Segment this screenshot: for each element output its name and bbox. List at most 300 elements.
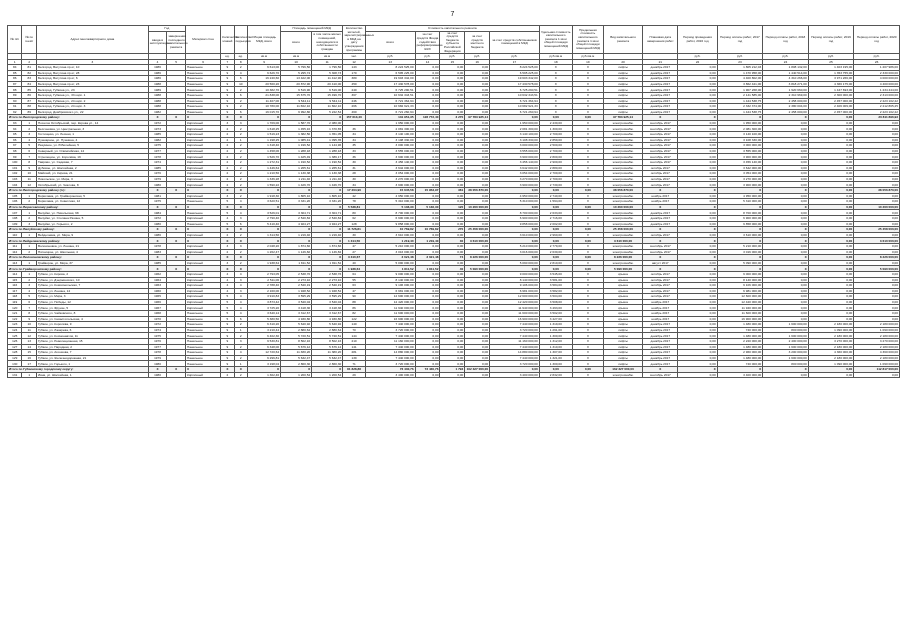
table-cell: 3 000 000,00 bbox=[365, 143, 415, 149]
table-cell: Кирпичный bbox=[185, 260, 220, 266]
table-cell: 1 312,00 bbox=[539, 339, 572, 345]
table-cell: 0,00 bbox=[808, 160, 854, 166]
subtotal-cell: X bbox=[248, 115, 281, 121]
table-cell: Панельное bbox=[185, 316, 220, 322]
table-cell: 5 295,74 bbox=[281, 70, 312, 76]
table-cell: 82 bbox=[343, 311, 366, 317]
table-cell: 6 721 260,94 bbox=[365, 109, 415, 115]
table-cell: 127 bbox=[8, 344, 22, 350]
subtotal-cell: X bbox=[763, 204, 809, 210]
table-cell: 16 240,60 bbox=[248, 76, 281, 82]
table-cell: X bbox=[539, 76, 572, 82]
table-cell: 1 211,40 bbox=[281, 176, 312, 182]
table-cell: X bbox=[539, 109, 572, 115]
subtotal-cell: 0,00 bbox=[808, 188, 854, 194]
table-cell: X bbox=[572, 221, 603, 227]
table-cell: 5 380,50 bbox=[248, 316, 281, 322]
table-cell: электроснабж. bbox=[603, 260, 642, 266]
table-cell: 3 873,42 bbox=[248, 299, 281, 305]
table-cell: 3 bbox=[221, 260, 234, 266]
table-cell: 2 310 969,00 bbox=[763, 92, 809, 98]
column-number: 4 bbox=[148, 59, 167, 64]
table-cell: 0,00 bbox=[678, 76, 717, 82]
table-cell: 1 382,50 bbox=[281, 132, 312, 138]
table-cell: 7 440 000,00 bbox=[490, 344, 540, 350]
table-cell: 0,00 bbox=[465, 132, 490, 138]
table-cell: 0,00 bbox=[465, 344, 490, 350]
column-number: 1 bbox=[8, 59, 22, 64]
table-cell: электроснабж. bbox=[603, 215, 642, 221]
table-cell: 5 210 000,00 bbox=[717, 243, 763, 249]
table-cell: 2 880,00 bbox=[539, 165, 572, 171]
table-cell: 9 bbox=[221, 92, 234, 98]
table-cell: 4 bbox=[234, 299, 247, 305]
address-cell: Губкин, ул. Революционная, 15 bbox=[36, 339, 148, 345]
table-cell: 0,00 bbox=[763, 294, 809, 300]
table-cell: 7 440 000,00 bbox=[365, 322, 415, 328]
table-cell: октябрь 2017 bbox=[643, 288, 678, 294]
table-cell: 1 234 444,00 bbox=[854, 87, 900, 93]
table-cell: 3 bbox=[22, 132, 36, 138]
header-cell-entrances: Количество подъездов bbox=[234, 26, 247, 54]
subtotal-cell: 0,00 bbox=[808, 266, 854, 272]
table-cell: 1 808 132,00 bbox=[763, 64, 809, 70]
table-cell: 3 582,00 bbox=[539, 288, 572, 294]
table-cell: 5 090 000,00 bbox=[365, 260, 415, 266]
table-cell: 2 700,00 bbox=[539, 132, 572, 138]
table-cell: X bbox=[572, 271, 603, 277]
table-cell: 0,00 bbox=[415, 143, 440, 149]
subtotal-cell: 0,00 bbox=[808, 367, 854, 373]
table-cell: 450 bbox=[343, 81, 366, 87]
table-cell: 1 426,70 bbox=[281, 182, 312, 188]
column-number: 18 bbox=[539, 59, 572, 64]
table-cell: 0,00 bbox=[808, 165, 854, 171]
table-cell: 800 000,00 bbox=[763, 327, 809, 333]
table-cell: 0,00 bbox=[763, 215, 809, 221]
table-cell: 101 bbox=[8, 165, 22, 171]
table-cell: X bbox=[572, 333, 603, 339]
subtotal-cell: 15 953,97 bbox=[415, 188, 440, 194]
table-cell: 3 016 000,00 bbox=[365, 249, 415, 255]
address-cell: Белгород, Губкина ул., 23 bbox=[36, 87, 148, 93]
address-cell: Губкин, ул. Лазарева, 6 bbox=[36, 327, 148, 333]
table-cell: 1 590,22 bbox=[248, 182, 281, 188]
table-cell: X bbox=[572, 260, 603, 266]
table-cell: 0,00 bbox=[678, 350, 717, 356]
table-cell: 0,00 bbox=[763, 193, 809, 199]
table-cell: электроснабж. bbox=[603, 126, 642, 132]
subtotal-cell: 10 769,82 bbox=[365, 227, 415, 233]
table-cell: 1 300,00 bbox=[539, 333, 572, 339]
table-cell: ноябрь 2017 bbox=[643, 193, 678, 199]
table-cell: 0,00 bbox=[808, 132, 854, 138]
subtotal-cell: 0,00 bbox=[572, 115, 603, 121]
subtotal-cell: X bbox=[643, 266, 678, 272]
subtotal-cell: 3 021,48 bbox=[365, 255, 415, 261]
table-cell: Панельное bbox=[185, 355, 220, 361]
table-cell: 27 bbox=[343, 249, 366, 255]
table-cell: 1 085,41 bbox=[281, 137, 312, 143]
table-cell: 87 bbox=[8, 81, 22, 87]
subtotal-cell: X bbox=[678, 227, 717, 233]
table-cell: 4 950 000,00 bbox=[365, 193, 415, 199]
subtotal-cell: 10 260 000,00 bbox=[854, 204, 900, 210]
table-cell: 3 581,00 bbox=[539, 277, 572, 283]
column-number: 11 bbox=[312, 59, 343, 64]
subtotal-cell: X bbox=[221, 266, 234, 272]
table-cell: 2 730,00 bbox=[539, 182, 572, 188]
table-cell: 0,00 bbox=[440, 160, 465, 166]
table-cell: 0,00 bbox=[763, 182, 809, 188]
table-cell: 3 502,00 bbox=[539, 311, 572, 317]
table-cell: 1 811,52 bbox=[312, 260, 343, 266]
table-cell: сентябрь 2017 bbox=[643, 143, 678, 149]
table-cell: лифты bbox=[603, 76, 642, 82]
address-cell: Октябрьский, ул. Чкалова, 8 bbox=[36, 182, 148, 188]
table-cell: 0,00 bbox=[465, 327, 490, 333]
table-cell: 0,00 bbox=[763, 126, 809, 132]
table-cell: 1 095,35 bbox=[312, 137, 343, 143]
table-cell: 3 900 000,00 bbox=[490, 182, 540, 188]
subtotal-cell: X bbox=[185, 227, 220, 233]
table-cell: 0,00 bbox=[678, 148, 717, 154]
table-cell: 120 bbox=[8, 305, 22, 311]
table-cell: 93 bbox=[8, 120, 22, 126]
address-cell: Белгород, Ватутина пр-кт, 28 bbox=[36, 70, 148, 76]
table-cell: 0,00 bbox=[854, 288, 900, 294]
table-cell: 62 bbox=[343, 215, 366, 221]
header-cell-wall: Материал стен bbox=[185, 26, 220, 54]
table-cell: 2 bbox=[234, 126, 247, 132]
table-cell: 1 600 000,00 bbox=[763, 344, 809, 350]
address-cell: Борисовка, ул. Советская, 12 bbox=[36, 199, 148, 205]
address-cell: Бессоновка, ул. Центральная, 3 bbox=[36, 126, 148, 132]
table-cell: 3 642 000,00 bbox=[365, 165, 415, 171]
table-cell: 0,00 bbox=[415, 176, 440, 182]
table-cell: 1 425,49 bbox=[281, 154, 312, 160]
table-cell: 2 740,00 bbox=[539, 193, 572, 199]
table-cell: 2 bbox=[221, 171, 234, 177]
table-cell: 4 bbox=[221, 288, 234, 294]
table-cell: 0,00 bbox=[415, 87, 440, 93]
address-cell: Белгород, Ватутина пр-кт, 10 bbox=[36, 64, 148, 70]
address-cell: Валуйки, ул. Степана Разина, 5 bbox=[36, 215, 148, 221]
table-cell: 20 410,00 bbox=[312, 81, 343, 87]
table-cell: X bbox=[572, 193, 603, 199]
table-cell: 0,00 bbox=[465, 361, 490, 367]
table-cell: 0,00 bbox=[440, 143, 465, 149]
table-cell: 0,00 bbox=[678, 182, 717, 188]
subtotal-cell: X bbox=[717, 188, 763, 194]
table-cell: 10 632 343,51 bbox=[490, 92, 540, 98]
table-cell: 3 400 000,00 bbox=[365, 372, 415, 378]
table-cell: 9 858 000,00 bbox=[365, 221, 415, 227]
table-cell: 9 530,81 bbox=[248, 339, 281, 345]
table-cell: 89 bbox=[22, 109, 36, 115]
table-cell: 3 bbox=[234, 215, 247, 221]
table-cell: X bbox=[572, 148, 603, 154]
subtotal-label: Итого по Волоконовскому району: bbox=[8, 255, 149, 261]
subtotal-cell: 1 219,40 bbox=[415, 238, 440, 244]
table-cell: октябрь 2017 bbox=[643, 176, 678, 182]
table-cell: 34 bbox=[343, 182, 366, 188]
table-cell: 14 880 000,00 bbox=[365, 350, 415, 356]
unit-cell: руб. bbox=[854, 54, 900, 60]
table-cell: 0,00 bbox=[415, 193, 440, 199]
table-cell: 1 370,65 bbox=[312, 126, 343, 132]
table-cell: 16 900 000,00 bbox=[717, 316, 763, 322]
table-cell: 9 bbox=[221, 98, 234, 104]
table-cell: X bbox=[572, 64, 603, 70]
table-cell: 4 bbox=[22, 137, 36, 143]
table-cell: Панельное bbox=[185, 344, 220, 350]
table-cell: 0,00 bbox=[465, 137, 490, 143]
table-cell: 8 224 525,00 bbox=[490, 64, 540, 70]
table-cell: 2 bbox=[221, 372, 234, 378]
subtotal-cell: X bbox=[678, 188, 717, 194]
table-cell: 0,00 bbox=[465, 210, 490, 216]
table-cell: 0,00 bbox=[763, 260, 809, 266]
table-cell: 0,00 bbox=[415, 339, 440, 345]
table-cell: Кирпичный bbox=[185, 148, 220, 154]
table-cell: 0,00 bbox=[763, 199, 809, 205]
table-cell: 1968 bbox=[148, 311, 167, 317]
table-header bbox=[8, 26, 900, 65]
table-cell: 0,00 bbox=[440, 87, 465, 93]
table-cell: 0,00 bbox=[415, 182, 440, 188]
table-cell: 2 458 000,00 bbox=[763, 98, 809, 104]
table-cell: декабрь 2017 bbox=[643, 70, 678, 76]
table-cell: 8 502,16 bbox=[281, 339, 312, 345]
table-cell: 2 180 000,00 bbox=[808, 322, 854, 328]
table-cell: Кирпичный bbox=[185, 182, 220, 188]
table-cell: 4 bbox=[234, 294, 247, 300]
table-cell: 85 bbox=[8, 70, 22, 76]
header-cell: Предельная стоимость капитального ремонта 1 кв.м общей площади помещений МКД bbox=[572, 26, 603, 54]
table-cell: 103 bbox=[8, 176, 22, 182]
table-cell: 0,00 bbox=[678, 299, 717, 305]
table-cell: электроснабж. bbox=[603, 243, 642, 249]
table-cell: 11 940 000,00 bbox=[717, 305, 763, 311]
subtotal-cell: 157 613,40 bbox=[343, 115, 366, 121]
table-cell: X bbox=[572, 176, 603, 182]
table-cell: 2 081 300,00 bbox=[490, 126, 540, 132]
table-cell: 0,00 bbox=[678, 137, 717, 143]
table-cell: X bbox=[572, 160, 603, 166]
table-cell: 0,00 bbox=[678, 81, 717, 87]
table-cell: 3 140 100,00 bbox=[365, 132, 415, 138]
table-cell: X bbox=[572, 339, 603, 345]
table-cell: 2 457 000,00 bbox=[808, 109, 854, 115]
table-cell: 0,00 bbox=[808, 283, 854, 289]
address-cell: Гостищево, ул. Лесная, 1 bbox=[36, 132, 148, 138]
table-cell: 1966 bbox=[148, 299, 167, 305]
table-cell: 80 bbox=[343, 210, 366, 216]
subtotal-cell: 8 226 000,00 bbox=[854, 255, 900, 261]
table-cell: 0,00 bbox=[854, 249, 900, 255]
subtotal-cell: X bbox=[248, 188, 281, 194]
table-cell: 0,00 bbox=[415, 350, 440, 356]
table-cell: 0,00 bbox=[440, 311, 465, 317]
table-cell: 0,00 bbox=[808, 171, 854, 177]
table-cell: 2 bbox=[221, 126, 234, 132]
table-cell: 0,00 bbox=[415, 132, 440, 138]
table-cell: X bbox=[572, 327, 603, 333]
subtotal-cell: 0,00 bbox=[539, 238, 572, 244]
table-cell: Панельное bbox=[185, 76, 220, 82]
table-cell: 0,00 bbox=[808, 316, 854, 322]
table-cell: 0,00 bbox=[440, 305, 465, 311]
table-cell: 95 bbox=[8, 132, 22, 138]
table-cell: ноябрь 2017 bbox=[643, 299, 678, 305]
table-cell: 3 725,20 bbox=[248, 305, 281, 311]
table-cell: 1 207 986,00 bbox=[854, 64, 900, 70]
table-cell: 1989 bbox=[148, 87, 167, 93]
table-cell: 19 603 342,00 bbox=[365, 76, 415, 82]
table-cell: 0,00 bbox=[440, 339, 465, 345]
table-cell: 6 bbox=[234, 316, 247, 322]
subtotal-cell: X bbox=[248, 266, 281, 272]
subtotal-cell: X bbox=[643, 255, 678, 261]
table-cell: 5 bbox=[221, 199, 234, 205]
table-cell: 114 bbox=[8, 271, 22, 277]
table-cell: 0,00 bbox=[763, 221, 809, 227]
table-cell: 2 180 000,00 bbox=[854, 333, 900, 339]
table-cell: 1980 bbox=[148, 182, 167, 188]
table-cell: 4 360 000,00 bbox=[808, 350, 854, 356]
unit-cell: руб. bbox=[490, 54, 540, 60]
subtotal-cell: X bbox=[643, 188, 678, 194]
table-cell: 20 872,90 bbox=[281, 81, 312, 87]
table-cell: 0,00 bbox=[465, 299, 490, 305]
subtotal-cell: X bbox=[148, 227, 167, 233]
header-subcell-cost: всего bbox=[365, 31, 415, 54]
table-cell: 118 bbox=[8, 294, 22, 300]
table-cell: Кирпичный bbox=[185, 171, 220, 177]
table-cell: 0,00 bbox=[854, 132, 900, 138]
table-cell: 0,00 bbox=[415, 165, 440, 171]
table-cell: 0,00 bbox=[415, 232, 440, 238]
table-cell: лифты bbox=[603, 64, 642, 70]
table-cell: 10 382,70 bbox=[248, 87, 281, 93]
table-cell: 1 948,52 bbox=[281, 288, 312, 294]
table-cell: 11 160 000,00 bbox=[490, 339, 540, 345]
column-number: 19 bbox=[572, 59, 603, 64]
table-cell: электроснабж. bbox=[603, 120, 642, 126]
table-cell: 1986 bbox=[148, 64, 167, 70]
table-cell: X bbox=[572, 143, 603, 149]
unit-cell: ед. bbox=[234, 54, 247, 60]
table-cell: 0,00 bbox=[678, 120, 717, 126]
table-cell: 0,00 bbox=[465, 120, 490, 126]
table-cell: 1 190,52 bbox=[312, 160, 343, 166]
table-cell: ноябрь 2017 bbox=[643, 199, 678, 205]
table-cell: 2 458 000,00 bbox=[763, 109, 809, 115]
subtotal-cell: 0,00 bbox=[808, 255, 854, 261]
table-cell: 0,00 bbox=[763, 160, 809, 166]
table-cell: 4 930,80 bbox=[281, 316, 312, 322]
table-cell: 1963 bbox=[148, 283, 167, 289]
subtotal-cell: X bbox=[148, 115, 167, 121]
table-cell: 3 456 140,00 bbox=[365, 160, 415, 166]
table-cell: 2 700,00 bbox=[539, 148, 572, 154]
address-cell: Поселок Октябрьский, пер. Кирова ул., 14 bbox=[36, 120, 148, 126]
table-cell: 126 bbox=[8, 339, 22, 345]
subtotal-cell: 0,00 bbox=[490, 115, 540, 121]
table-cell: 0,00 bbox=[465, 126, 490, 132]
table-cell: 3 418,36 bbox=[312, 305, 343, 311]
table-cell: 1 874,66 bbox=[312, 243, 343, 249]
table-cell: 3 140 100,00 bbox=[490, 132, 540, 138]
subtotal-cell: X bbox=[248, 255, 281, 261]
table-cell: 0,00 bbox=[678, 339, 717, 345]
table-cell: 8 502,16 bbox=[312, 339, 343, 345]
table-cell: 0,00 bbox=[763, 165, 809, 171]
table-cell: Панельное bbox=[185, 81, 220, 87]
table-cell: 3 140 100,00 bbox=[717, 132, 763, 138]
header-subcell-cost: за счет средств бюджета субъекта Российской Федерации bbox=[440, 31, 465, 54]
subtotal-cell: X bbox=[312, 255, 343, 261]
header-cell: Период оплаты работ, 2017 год bbox=[717, 26, 763, 54]
table-cell: 0,00 bbox=[465, 176, 490, 182]
table-cell: 0,00 bbox=[854, 193, 900, 199]
table-cell: 2 bbox=[221, 249, 234, 255]
table-cell: 0,00 bbox=[763, 148, 809, 154]
table-cell: 36 bbox=[343, 154, 366, 160]
table-cell: 139 bbox=[343, 355, 366, 361]
table-cell: 2 859,00 bbox=[539, 137, 572, 143]
subtotal-cell: 25 458 000,00 bbox=[465, 227, 490, 233]
table-cell: 0,00 bbox=[808, 277, 854, 283]
subtotal-cell: X bbox=[717, 255, 763, 261]
table-cell: 144 bbox=[343, 333, 366, 339]
table-cell: 2 779,00 bbox=[539, 243, 572, 249]
table-cell: 0,00 bbox=[678, 311, 717, 317]
table-cell: 112 bbox=[8, 249, 22, 255]
table-cell: 5 308,73 bbox=[312, 70, 343, 76]
table-cell: 0,00 bbox=[854, 215, 900, 221]
table-cell: 2 bbox=[234, 176, 247, 182]
table-cell: 6 296,81 bbox=[248, 355, 281, 361]
table-cell: 1 bbox=[22, 210, 36, 216]
subtotal-cell: X bbox=[234, 238, 247, 244]
table-cell: 6 725 290,51 bbox=[490, 87, 540, 93]
table-cell: 3 508,00 bbox=[539, 299, 572, 305]
subtotal-label: Итого по Грайворонскому району: bbox=[8, 266, 149, 272]
subtotal-cell: X bbox=[185, 266, 220, 272]
table-cell: 11 662,10 bbox=[281, 104, 312, 110]
table-cell: 2 bbox=[221, 132, 234, 138]
table-cell: 2 bbox=[234, 171, 247, 177]
table-cell: 2 bbox=[22, 277, 36, 283]
page-number: 7 bbox=[450, 11, 455, 18]
table-cell: 3 000 000,00 bbox=[717, 143, 763, 149]
subtotal-label: Итого по Белгородскому району (п.): bbox=[8, 188, 149, 194]
table-cell: 0,00 bbox=[678, 92, 717, 98]
table-cell: 0,00 bbox=[440, 148, 465, 154]
table-cell: 0,00 bbox=[465, 165, 490, 171]
table-cell: 86 bbox=[8, 76, 22, 82]
table-cell: 0,00 bbox=[808, 199, 854, 205]
table-cell: электроснабж. bbox=[603, 232, 642, 238]
table-cell: ноябрь 2017 bbox=[643, 316, 678, 322]
table-cell: 2 220 000,00 bbox=[717, 339, 763, 345]
table-cell: 0,00 bbox=[415, 305, 440, 311]
table-cell: 82 bbox=[22, 70, 36, 76]
subtotal-cell: X bbox=[248, 238, 281, 244]
table-cell: 0,00 bbox=[854, 171, 900, 177]
